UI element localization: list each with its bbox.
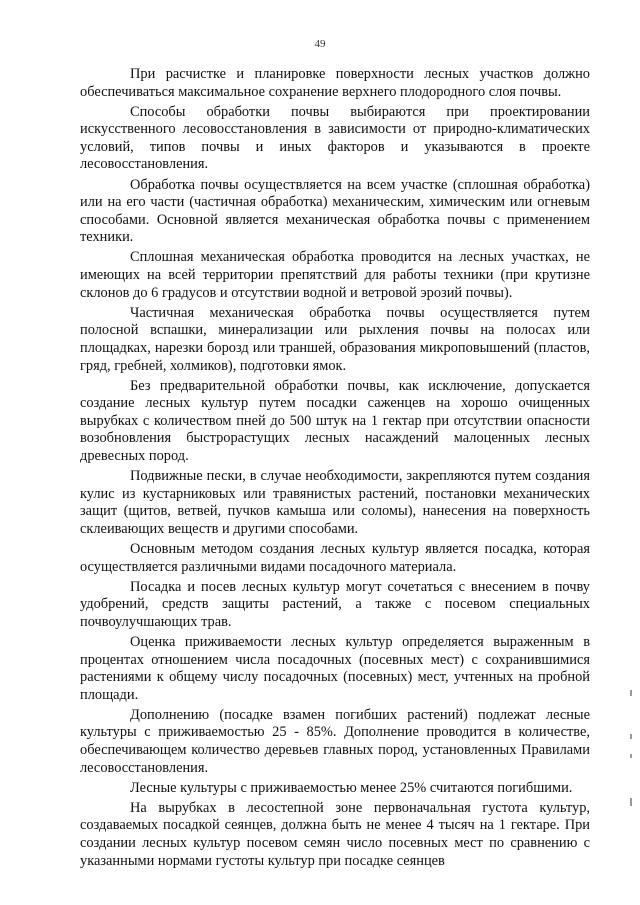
paragraph-soil-treatment: Обработка почвы осуществляется на всем участке (сплошная обработка) или на его части (частичная обработка) механическим, химическим или огневым способами. Основной является механическая обработка почвы с применением техники. [80, 176, 590, 246]
paragraph-no-pretreatment: Без предварительной обработки почвы, как исключение, допускается создание лесных культур путем посадки саженцев на хорошо очищенных вырубках с количеством пней до 500 штук на 1 гектар при отсутствии опасности возобновления быстрорастущих лесных насаждений малоценных лесных древесных пород. [80, 377, 590, 464]
paragraph-fertilizers: Посадка и посев лесных культур могут сочетаться с внесением в почву удобрений, средств защиты растений, а также с посевом специальных почвоулучшающих трав. [80, 578, 590, 630]
paragraph-site-clearing: При расчистке и планировке поверхности лесных участков должно обеспечиваться максимальное сохранение верхнего плодородного слоя почвы. [80, 66, 590, 100]
paragraph-survival-assessment: Оценка приживаемости лесных культур определяется выраженным в процентах отношением числа посадочных (посевных мест) с сохранившимися растениями к общему числу посадочных (посевных) мест, учтенных на пробной площади. [80, 633, 590, 703]
paragraph-soil-methods: Способы обработки почвы выбираются при проектировании искусственного лесовосстановления в зависимости от природно-климатических условий, типов почвы и иных факторов и указываются в проекте лесовосстановления. [80, 103, 590, 173]
paragraph-initial-density: На вырубках в лесостепной зоне первоначальная густота культур, создаваемых посадкой сеянцев, должна быть не менее 4 тысяч на 1 гектаре. При создании лесных культур посевом семян число посевных мест по сравнению с указанными нормами густоты культур при посадке сеянцев [80, 799, 590, 869]
document-body [80, 66, 590, 873]
paragraph-dead-cultures: Лесные культуры с приживаемостью менее 25% считаются погибшими. [130, 779, 573, 796]
page-number: 49 [314, 38, 326, 50]
paragraph-replanting: Дополнению (посадке взамен погибших растений) подлежат лесные культуры с приживаемостью 25 - 85%. Дополнение проводится в количестве, обеспечивающем количество деревьев главных пород, установленных Правилами лесовосстановления. [80, 706, 590, 776]
paragraph-partial-treatment: Частичная механическая обработка почвы осуществляется путем полосной вспашки, минерализации или рыхления почвы на полосах или площадках, нарезки борозд или траншей, образования микроповышений (пластов, гряд, гребней, холмиков), подготовки ямок. [80, 304, 590, 374]
paragraph-moving-sands: Подвижные пески, в случае необходимости, закрепляются путем создания кулис из кустарниковых или травянистых растений, постановки механических защит (щитов, ветвей, пучков камыша или соломы), нанесения на поверхность склеивающих веществ и другими способами. [80, 468, 590, 537]
scan-margin-marks [630, 690, 634, 810]
paragraph-planting-method: Основным методом создания лесных культур является посадка, которая осуществляется различными видами посадочного материала. [80, 540, 590, 575]
paragraph-continuous-treatment: Сплошная механическая обработка проводится на лесных участках, не имеющих на всей территории препятствий для работы техники (при крутизне склонов до 6 градусов и отсутствии водной и ветровой эрозий почвы). [80, 249, 590, 301]
